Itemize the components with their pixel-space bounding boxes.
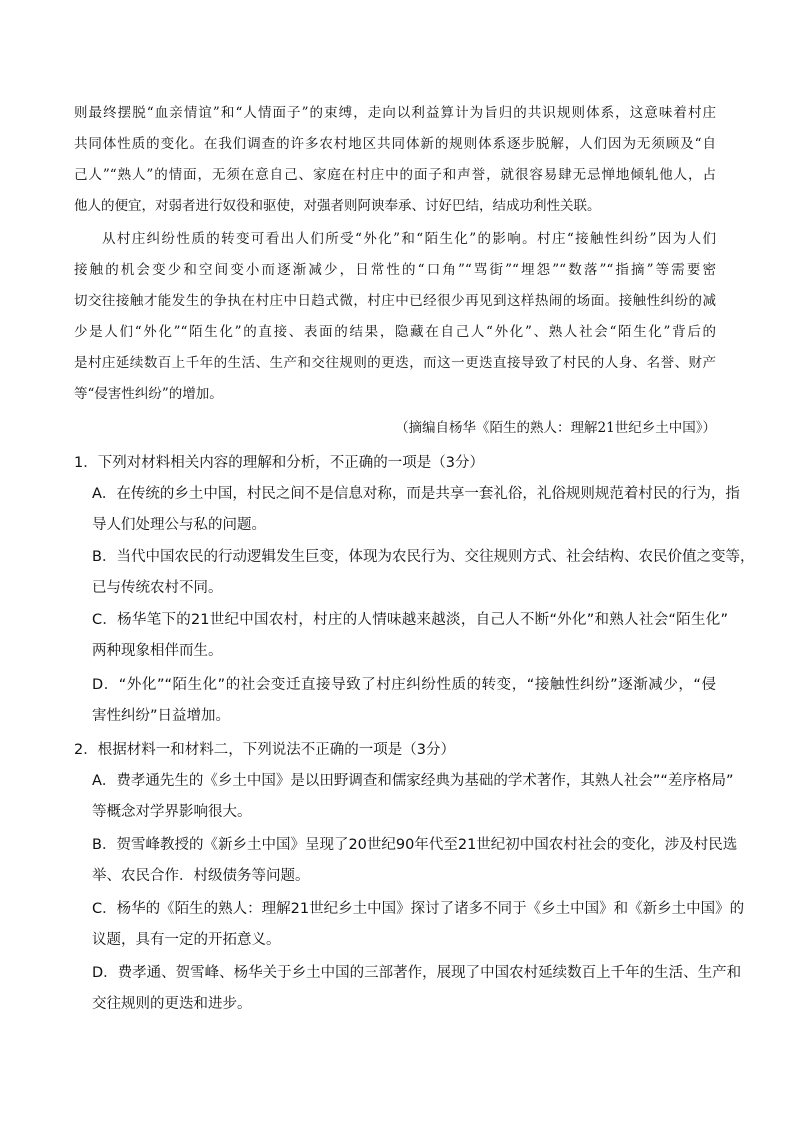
question-2-option-c-cont: 议题，具有一定的开拓意义。 (92, 932, 281, 948)
question-2-option-a: A．费孝通先生的《乡土中国》是以田野调查和儒家经典为基础的学术著作，其熟人社会”“差序格局” (92, 773, 734, 789)
source-citation: （摘编自杨华《陌生的熟人：理解21世纪乡土中国》） (395, 420, 716, 436)
question-2-option-b-cont: 举、农民合作．村级债务等问题。 (92, 868, 310, 884)
passage-line: 则最终摆脱“血亲情谊”和“人情面子”的束缚，走向以利益算计为旨归的共识规则体系，这意味着村庄 (74, 105, 716, 121)
question-2-option-d-cont: 交往规则的更迭和进步。 (92, 996, 252, 1012)
passage-line: 切交往接触才能发生的争执在村庄中日趋式微，村庄中已经很少再见到这样热闹的场面。接触性纠纷的减 (74, 293, 716, 309)
passage-line: 是村庄延续数百上千年的生活、生产和交往规则的更迭，而这一更迭直接导致了村民的人身、名誉、财产 (74, 355, 716, 371)
question-1-option-a: A．在传统的乡土中国，村民之间不是信息对称，而是共享一套礼俗，礼俗规则规范着村民的行为，指 (92, 486, 740, 502)
question-1-stem: 1．下列对材料相关内容的理解和分析，不正确的一项是（3分） (74, 455, 484, 471)
question-2-option-c: C．杨华的《陌生的熟人：理解21世纪乡土中国》探讨了诸多不同于《乡土中国》和《新乡土中国》的 (92, 901, 745, 917)
passage-line: 等“侵害性纠纷”的增加。 (74, 386, 223, 402)
question-1-option-d-cont: 害性纠纷”日益增加。 (92, 708, 231, 724)
question-1-option-c: C．杨华笔下的21世纪中国农村，村庄的人情味越来越淡，自己人不断“外化”和熟人社会“陌生化” (92, 612, 728, 628)
passage-line: 从村庄纠纷性质的转变可看出人们所受“外化”和“陌生化”的影响。村庄“接触性纠纷”因为人们 (102, 231, 716, 247)
question-1-option-a-cont: 导人们处理公与私的问题。 (92, 517, 266, 533)
question-2-option-a-cont: 等概念对学界影响很大。 (92, 804, 252, 820)
question-1-option-b-cont: 已与传统农村不同。 (92, 580, 223, 596)
passage-line: 他人的便宜，对弱者进行奴役和驱使，对强者则阿谀奉承、讨好巴结，结成功利性关联。 (74, 198, 601, 214)
passage-line: 少是人们“外化”“陌生化”的直接、表面的结果，隐藏在自己人“外化”、熟人社会“陌生化”背后的 (74, 324, 716, 340)
question-2-option-d: D．费孝通、贺雪峰、杨华关于乡土中国的三部著作，展现了中国农村延续数百上千年的生活、生产和 (92, 965, 742, 981)
question-2-stem: 2．根据材料一和材料二，下列说法不正确的一项是（3分） (74, 742, 455, 758)
passage-line: 接触的机会变少和空间变小而逐渐减少，日常性的“口角”“骂街”“埋怨”“数落”“指摘”等需要密 (74, 262, 716, 278)
passage-line: 共同体性质的变化。在我们调查的许多农村地区共同体新的规则体系逐步脱解，人们因为无须顾及“自 (74, 136, 716, 152)
question-1-option-d: D．“外化”“陌生化”的社会变迁直接导致了村庄纠纷性质的转变，“接触性纠纷”逐渐减少，“侵 (92, 677, 716, 693)
question-1-option-b: B．当代中国农民的行动逻辑发生巨变，体现为农民行为、交往规则方式、社会结构、农民价值之变等， (92, 549, 755, 565)
question-1-option-c-cont: 两种现象相伴而生。 (92, 643, 223, 659)
passage-line: 己人”“熟人”的情面，无须在意自己、家庭在村庄中的面子和声誉，就很容易肆无忌惮地倾轧他人，占 (74, 167, 716, 183)
question-2-option-b: B．贺雪峰教授的《新乡土中国》呈现了20世纪90年代至21世纪初中国农村社会的变化，涉及村民选 (92, 837, 738, 853)
